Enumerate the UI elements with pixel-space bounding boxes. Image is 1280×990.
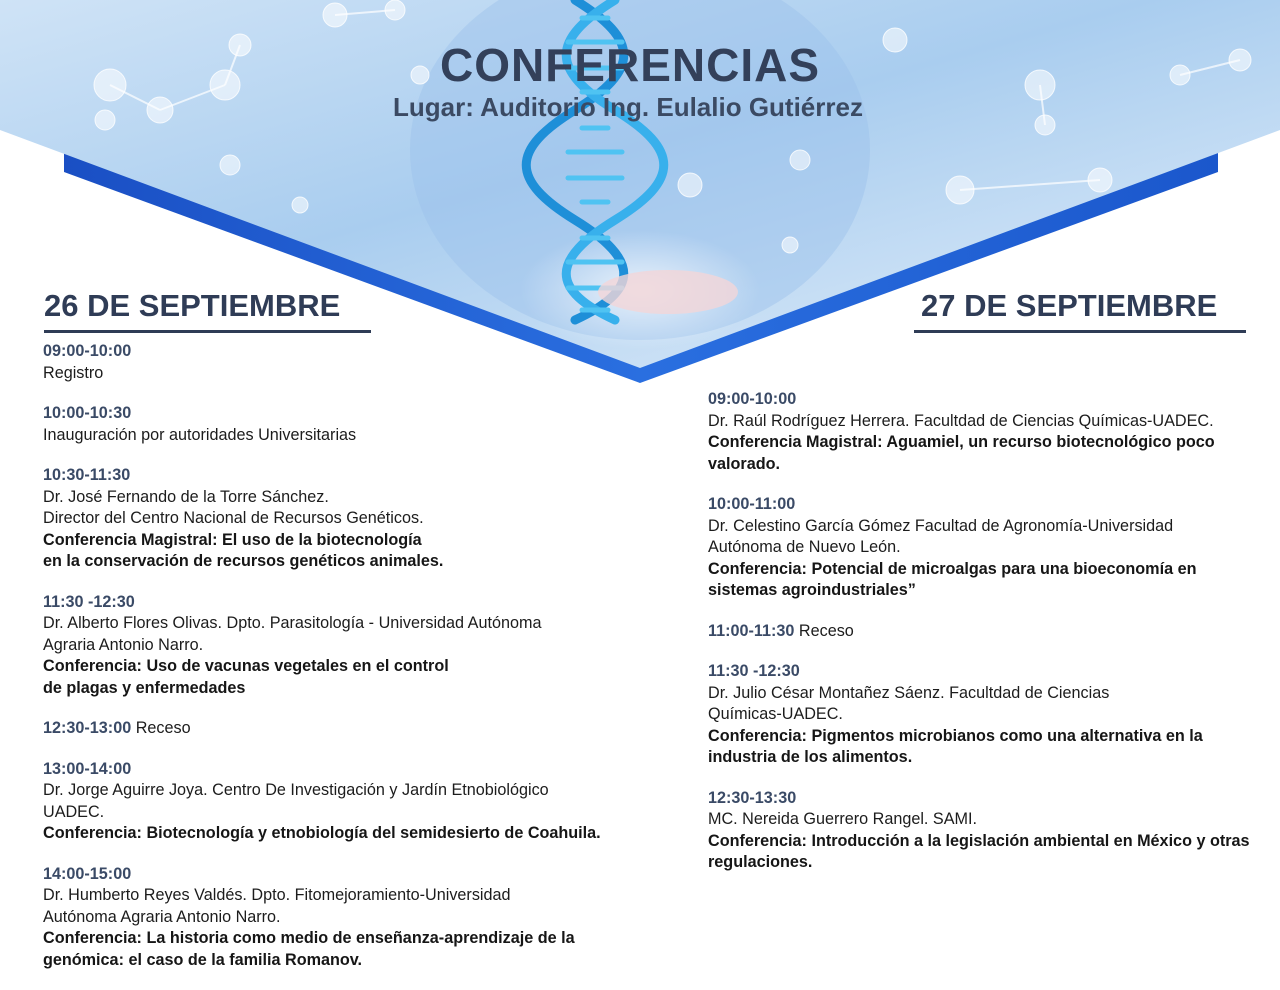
- session-time: 10:30-11:30: [43, 466, 131, 484]
- conference-title: El uso de la biotecnología: [217, 530, 422, 549]
- conference-label: Conferencia:: [708, 831, 807, 850]
- speaker-line: Registro: [43, 363, 104, 382]
- session-time: 09:00-10:00: [708, 390, 797, 408]
- schedule-session: [708, 661, 1268, 769]
- conference-label: Conferencia:: [43, 824, 142, 842]
- day-heading-26: 26 DE SEPTIEMBRE: [44, 288, 341, 323]
- conference-title-line: regulaciones.: [708, 853, 813, 871]
- session-time: 11:00-11:30: [708, 621, 795, 640]
- conference-title: La historia como medio de enseñanza-aprendizaje de la: [141, 929, 575, 947]
- conference-label: Conferencia:: [708, 559, 807, 578]
- speaker-line: Agraria Antonio Narro.: [43, 635, 204, 654]
- day-heading-27: 27 DE SEPTIEMBRE: [921, 288, 1218, 323]
- schedule-session: [708, 494, 1268, 602]
- page-title: CONFERENCIAS: [439, 39, 821, 91]
- conference-title: Aguamiel, un recurso biotecnológico poco: [882, 433, 1215, 451]
- schedule-session: [43, 864, 643, 972]
- schedule-session: [43, 465, 643, 573]
- conference-title-line: [708, 432, 1268, 454]
- conference-title-line: [43, 656, 643, 678]
- speaker-line: Inauguración por autoridades Universitarias: [43, 425, 357, 444]
- schedule-session: [708, 389, 1268, 475]
- schedule-session: [43, 403, 643, 446]
- speaker-line: Dr. Raúl Rodríguez Herrera. Facultdad de Ciencias Químicas-UADEC.: [708, 411, 1214, 430]
- speaker-line: Dr. Celestino García Gómez Facultad de Agronomía-Universidad: [708, 516, 1174, 535]
- conference-title-line: genómica: el caso de la familia Romanov.: [43, 950, 363, 969]
- speaker-line: MC. Nereida Guerrero Rangel. SAMI.: [708, 810, 977, 828]
- speaker-line: Dr. José Fernando de la Torre Sánchez.: [43, 487, 329, 506]
- break-line: [43, 718, 643, 740]
- conference-title: Introducción a la legislación ambiental en México y otras: [806, 831, 1250, 850]
- schedule-session: [43, 718, 643, 740]
- speaker-line: Dr. Julio César Montañez Sáenz. Facultdad de Ciencias: [708, 683, 1110, 702]
- speaker-line: Dr. Humberto Reyes Valdés. Dpto. Fitomejoramiento-Universidad: [43, 886, 511, 904]
- session-time: 10:00-11:00: [708, 495, 796, 513]
- break-label: Receso: [794, 621, 854, 640]
- break-label: Receso: [131, 719, 191, 737]
- speaker-line: Director del Centro Nacional de Recursos Genéticos.: [43, 509, 424, 527]
- schedule-session: [708, 621, 1268, 643]
- session-time: 12:30-13:30: [708, 788, 797, 807]
- conference-title-line: valorado.: [708, 454, 780, 473]
- speaker-line: UADEC.: [43, 802, 105, 821]
- conference-label: Conferencia:: [43, 657, 142, 675]
- session-time: 11:30 -12:30: [43, 592, 135, 611]
- schedule-session: [43, 592, 643, 700]
- conference-title: Potencial de microalgas para una bioeconomía en: [806, 559, 1197, 578]
- conference-title: Uso de vacunas vegetales en el control: [141, 657, 449, 675]
- venue-subtitle: Lugar: Auditorio Ing. Eulalio Gutiérrez: [393, 92, 863, 122]
- conference-label: Conferencia:: [708, 726, 807, 745]
- day-heading-underline: [44, 330, 371, 333]
- conference-label: Conferencia Magistral:: [43, 530, 218, 549]
- session-time: 09:00-10:00: [43, 342, 132, 360]
- conference-label: Conferencia Magistral:: [708, 433, 883, 451]
- session-time: 10:00-10:30: [43, 404, 132, 422]
- speaker-line: Dr. Jorge Aguirre Joya. Centro De Investigación y Jardín Etnobiológico: [43, 781, 549, 799]
- conference-title-line: [708, 831, 1268, 853]
- conference-title-line: [43, 928, 643, 950]
- conference-title-line: [43, 823, 643, 845]
- speaker-line: Autónoma de Nuevo León.: [708, 538, 901, 556]
- schedule-day-27: [708, 389, 1268, 893]
- conference-title: Biotecnología y etnobiología del semidesierto de Coahuila.: [141, 824, 601, 842]
- speaker-line: Dr. Alberto Flores Olivas. Dpto. Parasitología - Universidad Autónoma: [43, 614, 542, 632]
- session-time: 13:00-14:00: [43, 759, 132, 778]
- speaker-line: Autónoma Agraria Antonio Narro.: [43, 907, 281, 926]
- conference-title-line: [708, 559, 1268, 581]
- conference-title-line: sistemas agroindustriales”: [708, 581, 916, 599]
- conference-title-line: industria de los alimentos.: [708, 748, 913, 766]
- schedule-session: [43, 341, 643, 384]
- conference-title-line: [43, 530, 643, 552]
- schedule-session: [708, 788, 1268, 874]
- conference-title-line: de plagas y enfermedades: [43, 678, 246, 697]
- speaker-line: Químicas-UADEC.: [708, 705, 843, 723]
- session-time: 14:00-15:00: [43, 864, 132, 883]
- conference-title-line: [708, 726, 1268, 748]
- schedule-day-26: [43, 341, 643, 990]
- day-heading-underline: [914, 330, 1246, 333]
- session-time: 12:30-13:00: [43, 719, 132, 737]
- schedule-session: [43, 759, 643, 845]
- conference-title-line: en la conservación de recursos genéticos animales.: [43, 552, 444, 570]
- conference-label: Conferencia:: [43, 929, 142, 947]
- session-time: 11:30 -12:30: [708, 662, 800, 680]
- conference-title: Pigmentos microbianos como una alternativa en la: [806, 726, 1203, 745]
- break-line: [708, 621, 1268, 643]
